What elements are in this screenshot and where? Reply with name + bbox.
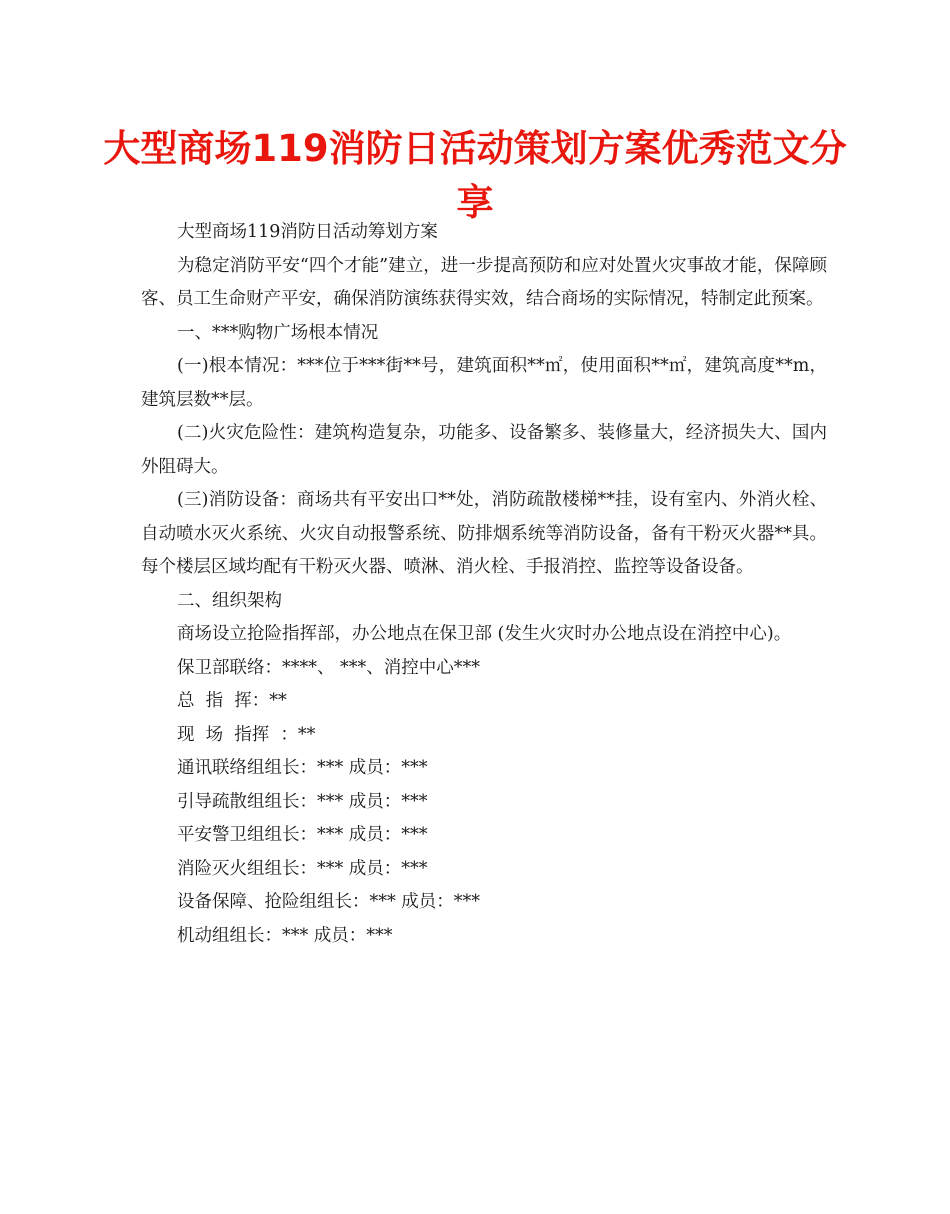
list-item-firefighting-group: 消险灭火组组长：*** 成员：*** — [177, 858, 428, 879]
section-heading-2: 二、组织架构 — [177, 590, 282, 611]
list-item-equipment-group: 设备保障、抢险组组长：*** 成员：*** — [177, 892, 481, 912]
paragraph-basic-info: (一)根本情况：***位于***街**号，建筑面积**㎡，使用面积**㎡，建筑高度**m，建筑层数**层。 — [141, 356, 827, 410]
paragraph-subtitle: 大型商场119消防日活动筹划方案 — [177, 222, 438, 242]
section-heading-1: 一、***购物广场根本情况 — [177, 322, 379, 343]
list-item-contact: 保卫部联络：****、 ***、消控中心*** — [177, 657, 481, 678]
list-item-security-group: 平安警卫组组长：*** 成员：*** — [177, 825, 428, 845]
paragraph-command-center: 商场设立抢险指挥部，办公地点在保卫部 (发生火灾时办公地点设在消控中心)。 — [177, 624, 792, 644]
list-item-evacuation-group: 引导疏散组组长：*** 成员：*** — [177, 791, 428, 812]
list-item-communication-group: 通讯联络组组长：*** 成员：*** — [177, 758, 428, 778]
paragraph-fire-risk: (二)火灾危险性：建筑构造复杂，功能多、设备繁多、装修量大，经济损失大、国内外阻碍大。 — [141, 423, 827, 477]
document-title: 大型商场119消防日活动策划方案优秀范文分享 — [103, 127, 847, 224]
paragraph-fire-equipment: (三)消防设备：商场共有平安出口**处，消防疏散楼梯**挂，设有室内、外消火栓、自动喷水灭火系统、火灾自动报警系统、防排烟系统等消防设备，备有干粉灭火器**具。每个楼层区域均配有干粉灭火器、喷淋、消火栓、手报消控、监控等设备设备。 — [141, 490, 827, 577]
list-item-site-commander: 现 场 指挥 ：** — [177, 724, 316, 745]
list-item-commander: 总 指 挥：** — [177, 691, 287, 711]
document-body — [141, 216, 827, 953]
list-item-mobile-group: 机动组组长：*** 成员：*** — [177, 925, 393, 946]
paragraph-intro: 为稳定消防平安“四个才能”建立，进一步提高预防和应对处置火灾事故才能，保障顾客、员工生命财产平安，确保消防演练获得实效，结合商场的实际情况，特制定此预案。 — [141, 255, 827, 309]
